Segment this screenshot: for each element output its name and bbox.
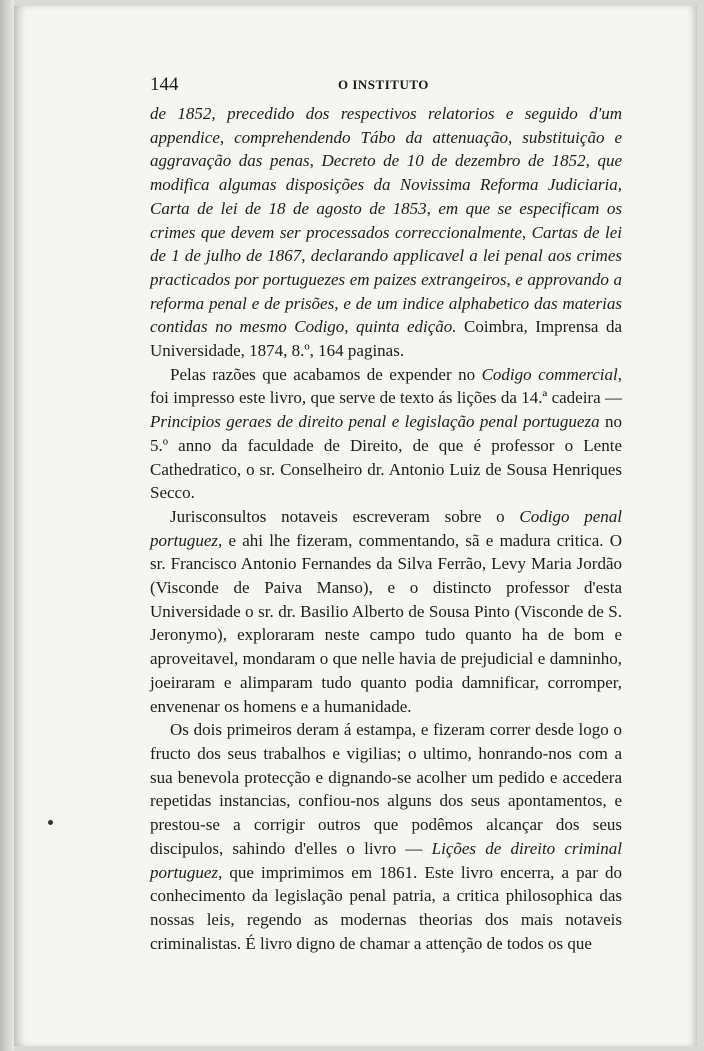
- text-run: e ahi lhe fizeram, commentando, sã e madura critica. O sr. Francisco Antonio Fernandes da Silva Ferrão, Levy Maria Jordão (Visconde de Paiva Manso), e o distincto professor d'esta Universidade o sr. dr. Basilio Alberto de Sousa Pinto (Visconde de S. Jeronymo), exploraram neste campo tudo quanto ha de bom e aproveitavel, mondaram o que nelle havia de prejudicial e damninho, joeiraram e alimparam tudo quanto podia damnificar, corromper, envenenar os homens e a humanidade.: [150, 530, 622, 716]
- text-run: foi impresso este livro, que serve de texto ás lições da 14.ª cadeira —: [150, 388, 622, 408]
- text-run: Jurisconsultos notaveis escreveram sobre o: [170, 506, 520, 526]
- book-title-italic: de 1852, precedido dos respectivos relatorios e seguido d'um appendice, comprehendendo Tábo da attenuação, substituição e aggravação das penas, Decreto de 10 de dezembro de 1852, que modifica algumas disposições da Novissima Reforma Judiciaria, Carta de lei de 18 de agosto de 1853, em que se especificam os crimes que devem ser processados correccionalmente, Cartas de lei de 1 de julho de 1867, declarando applicavel a lei penal aos crimes practicados por portuguezes em paizes extrangeiros, e approvando a reforma penal e de prisões, e de um indice alphabetico das materias contidas no mesmo Codigo, quinta edição.: [150, 104, 622, 337]
- text-run: Os dois primeiros deram á estampa, e fizeram correr desde logo o fructo dos seus trabalhos e vigilias; o ultimo, honrando-nos com a sua benevola protecção e dignando-se acolher um pedido e accedera repetidas instancias, confiou-nos alguns dos seus apontamentos, e prestou-se a corrigir outros que podêmos alcançar dos seus discipulos, sahindo d'elles o livro —: [150, 720, 622, 858]
- body-text: [150, 102, 622, 955]
- imprint: Coimbra, Imprensa da Universidade, 1874, 8.º, 164 paginas.: [150, 317, 622, 361]
- italic-run: Codigo commercial,: [481, 364, 622, 384]
- page-header: [150, 74, 622, 96]
- text-run: no 5.º anno da faculdade de Direito, de que é professor o Lente Cathedratico, o sr. Conselheiro dr. Antonio Luiz de Sousa Henriques Secco.: [150, 412, 622, 503]
- italic-run: Lições de direito criminal portuguez,: [150, 838, 622, 882]
- paragraph-1: [150, 102, 622, 363]
- italic-run: Principios geraes de direito penal e legislação penal portugueza: [150, 412, 600, 432]
- book-spine-edge: [0, 0, 14, 1051]
- paragraph-2: [150, 363, 622, 505]
- italic-run: Codigo penal portuguez,: [150, 506, 622, 550]
- paragraph-4: [150, 718, 622, 955]
- text-run: Pelas razões que acabamos de expender no: [170, 364, 482, 384]
- running-title: O INSTITUTO: [338, 77, 429, 92]
- page-number: 144: [150, 74, 179, 95]
- paragraph-3: [150, 505, 622, 718]
- text-run: que imprimimos em 1861. Este livro encerra, a par do conhecimento da legislação penal patria, a critica philosophica das nossas leis, regendo as modernas theorias dos mais notaveis criminalistas. É livro digno de chamar a attenção de todos os que: [150, 862, 622, 953]
- margin-speck: [48, 820, 53, 825]
